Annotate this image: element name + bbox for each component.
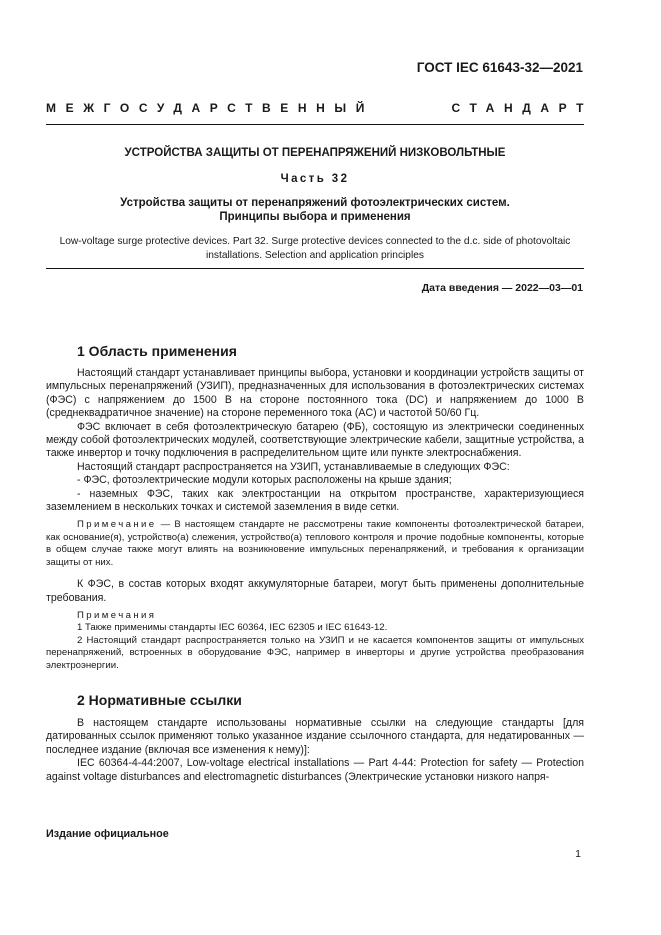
section-2-body [46,717,584,784]
document-subtitle-line1: Устройства защиты от перенапряжений фотоэлектрических систем. [120,197,510,209]
section-1 [77,343,237,359]
section-1-paragraph: К ФЭС, в состав которых входят аккумуляторные батареи, могут быть применены дополнительные требования. [46,578,584,604]
english-title-line2: installations. Selection and application principles [205,250,425,261]
interstate-label-right: СТАНДАРТ [451,101,593,115]
list-item: - ФЭС, фотоэлектрические модули которых расположены на крыше здания; [77,474,452,487]
standard-code: ГОСТ IEC 61643-32—2021 [416,60,583,75]
introduction-date: Дата введения — 2022—03—01 [421,282,583,294]
section-1-paragraph: Настоящий стандарт устанавливает принципы выбора, установки и координации устройств защиты от импульсных перенапряжений (УЗИП), предназначенных для использования в фотоэлектрических системах (ФЭС) с напряжением до 1500 В на стороне постоянного тока (DC) и напряжением до 1000 В (среднеквадратичное значение) на стороне переменного тока (AC) и частотой 50/60 Гц. [46,367,584,420]
notes-block [46,610,584,672]
section-1-body [46,367,584,672]
notes-label: Примечания [77,609,157,621]
title-rule [46,268,584,269]
document-subtitle-line2: Принципы выбора и применения [219,211,411,223]
note-block [46,519,584,569]
note-item: 2 Настоящий стандарт распространяется только на УЗИП и не касается компонентов защиты от импульсных перенапряжений, встроенных в оборудование ФЭС, например в инверторы и другие устройства преобразования электроэнергии. [46,634,584,671]
section-2-paragraph: IEC 60364-4-44:2007, Low-voltage electrical installations — Part 4-44: Protection for safety — Protection against voltage disturbances and electromagnetic disturbances (Электрические установки низкого напря- [46,757,584,783]
section-1-paragraph: Настоящий стандарт распространяется на УЗИП, устанавливаемые в следующих ФЭС: [77,460,510,473]
note-label: Примечание [77,519,157,531]
section-1-paragraph: ФЭС включает в себя фотоэлектрическую батарею (ФБ), состоящую из электрически соединенных между собой фотоэлектрических модулей, соответствующие электрические кабели, защитные устройства, а также инвертор и точку подключения в распределительном щите или пункте электроснабжения. [46,420,584,460]
note-item: 1 Также применимы стандарты IEC 60364, IEC 62305 и IEC 61643-12. [77,622,388,634]
edition-label: Издание официальное [46,828,169,840]
english-title [56,235,574,263]
section-2 [77,692,242,708]
section-1-heading: 1 Область применения [77,343,237,359]
note-text: — В настоящем стандарте не рассмотрены такие компоненты фотоэлектрической батареи, как основание(я), устройство(а) слежения, устройство(а) теплового контроля и прочие подобные компоненты, которые в общем случае также могут влиять на возникновение импульсных перенапряжений, и требования к организации защиты от них. [46,519,584,568]
header-rule [46,124,584,125]
interstate-standard-banner [46,101,593,115]
section-2-heading: 2 Нормативные ссылки [77,692,242,708]
interstate-label-left: МЕЖГОСУДАРСТВЕННЫЙ [46,101,374,115]
page-number: 1 [575,848,581,860]
document-title: УСТРОЙСТВА ЗАЩИТЫ ОТ ПЕРЕНАПРЯЖЕНИЙ НИЗКОВОЛЬТНЫЕ [124,147,506,159]
list-item: - наземных ФЭС, таких как электростанции на открытом пространстве, характеризующиеся заземлением в нескольких точках и системой заземления в виде сетки. [46,487,584,514]
english-title-line1: Low-voltage surge protective devices. Part 32. Surge protective devices connected to the d.c. side of photovoltaic [59,236,571,247]
section-2-paragraph: В настоящем стандарте использованы нормативные ссылки на следующие стандарты [для датированных ссылок применяют только указанное издание ссылочного стандарта, для недатированных — последнее издание (включая все изменения к нему)]: [46,717,584,756]
part-number: Часть 32 [280,173,350,185]
